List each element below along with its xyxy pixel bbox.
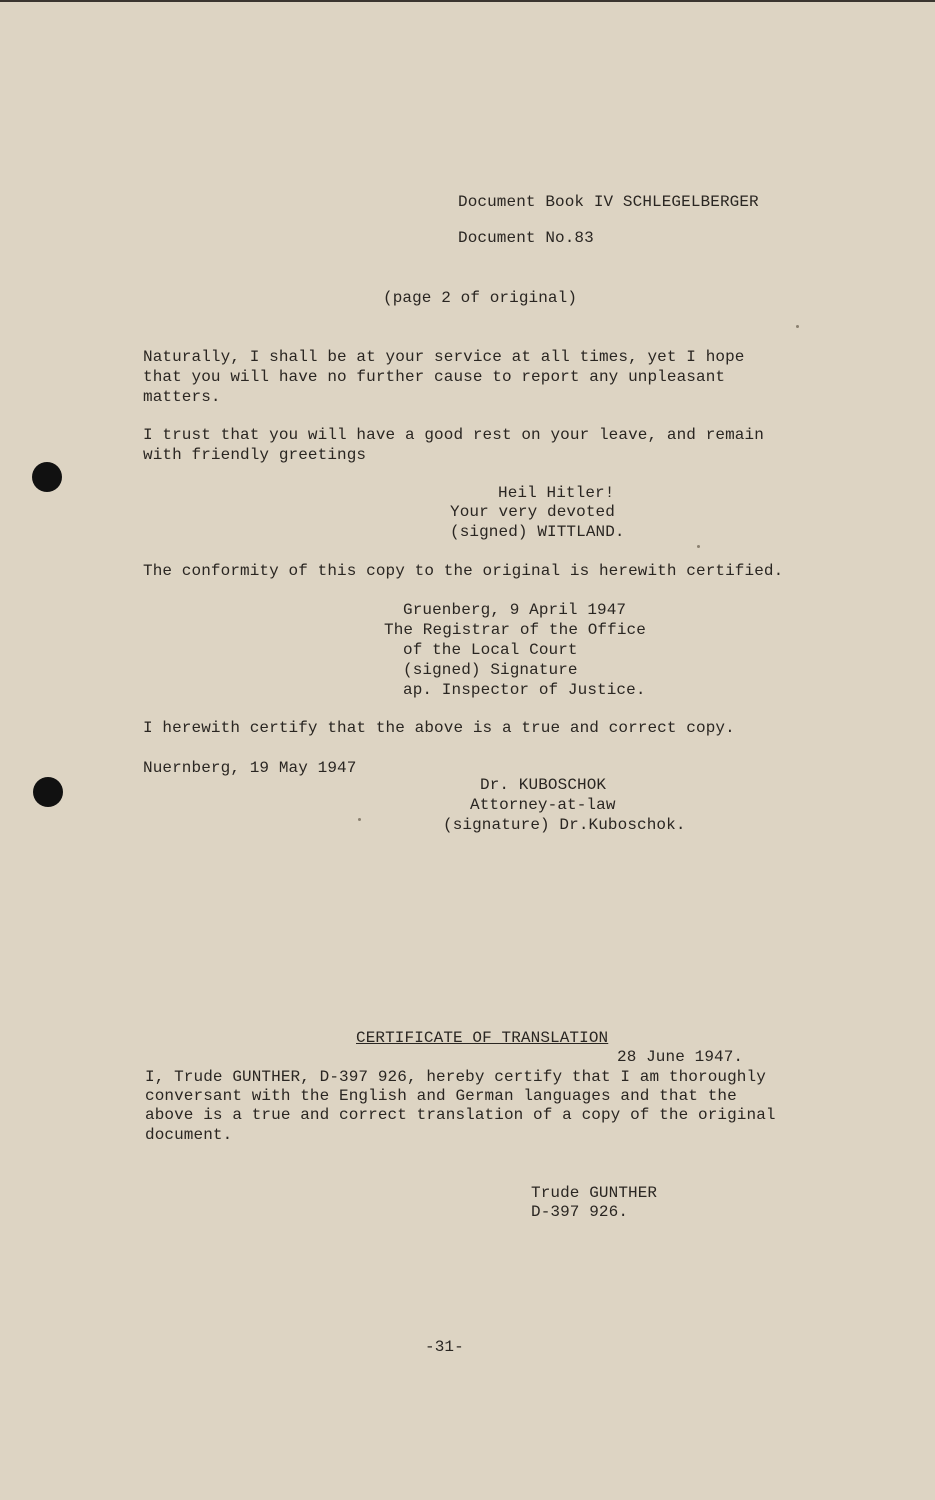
closing-line1: Heil Hitler!: [498, 484, 615, 502]
conformity-statement: The conformity of this copy to the original is herewith certified.: [143, 562, 784, 580]
closing-line3: (signed) WITTLAND.: [450, 523, 625, 541]
certify-signer-line3: (signature) Dr.Kuboschok.: [443, 816, 686, 834]
document-number: Document No.83: [458, 229, 594, 247]
translation-body-line3: above is a true and correct translation of a copy of the original: [145, 1106, 776, 1124]
translation-body-line4: document.: [145, 1126, 233, 1144]
conformity-line3: of the Local Court: [403, 641, 578, 659]
translation-body-line2: conversant with the English and German languages and that the: [145, 1087, 737, 1105]
certify-signer-line1: Dr. KUBOSCHOK: [480, 776, 607, 794]
translator-id: D-397 926.: [531, 1203, 629, 1221]
translation-heading: CERTIFICATE OF TRANSLATION: [356, 1029, 609, 1047]
certify-signer-line2: Attorney-at-law: [470, 796, 616, 814]
paper-speck: [697, 545, 700, 548]
punch-hole-lower: [33, 777, 63, 807]
letter-para1-line3: matters.: [143, 388, 221, 406]
translation-date: 28 June 1947.: [617, 1048, 744, 1066]
conformity-line4: (signed) Signature: [403, 661, 578, 679]
conformity-line1: Gruenberg, 9 April 1947: [403, 601, 627, 619]
conformity-line5: ap. Inspector of Justice.: [403, 681, 646, 699]
certify-place-date: Nuernberg, 19 May 1947: [143, 759, 357, 777]
translator-name: Trude GUNTHER: [531, 1184, 658, 1202]
letter-para1-line1: Naturally, I shall be at your service at all times, yet I hope: [143, 348, 745, 366]
conformity-line2: The Registrar of the Office: [384, 621, 646, 639]
paper-speck: [796, 325, 799, 328]
page-number: -31-: [425, 1338, 464, 1356]
document-book-line: Document Book IV SCHLEGELBERGER: [458, 193, 759, 211]
certify-statement: I herewith certify that the above is a true and correct copy.: [143, 719, 735, 737]
closing-line2: Your very devoted: [450, 503, 615, 521]
letter-para2-line2: with friendly greetings: [143, 446, 367, 464]
top-edge-line: [0, 0, 935, 2]
punch-hole-upper: [32, 462, 62, 492]
letter-para2-line1: I trust that you will have a good rest on your leave, and remain: [143, 426, 764, 444]
page-reference: (page 2 of original): [383, 289, 578, 307]
translation-body-line1: I, Trude GUNTHER, D-397 926, hereby certify that I am thoroughly: [145, 1068, 766, 1086]
paper-speck: [358, 818, 361, 821]
letter-para1-line2: that you will have no further cause to report any unpleasant: [143, 368, 726, 386]
